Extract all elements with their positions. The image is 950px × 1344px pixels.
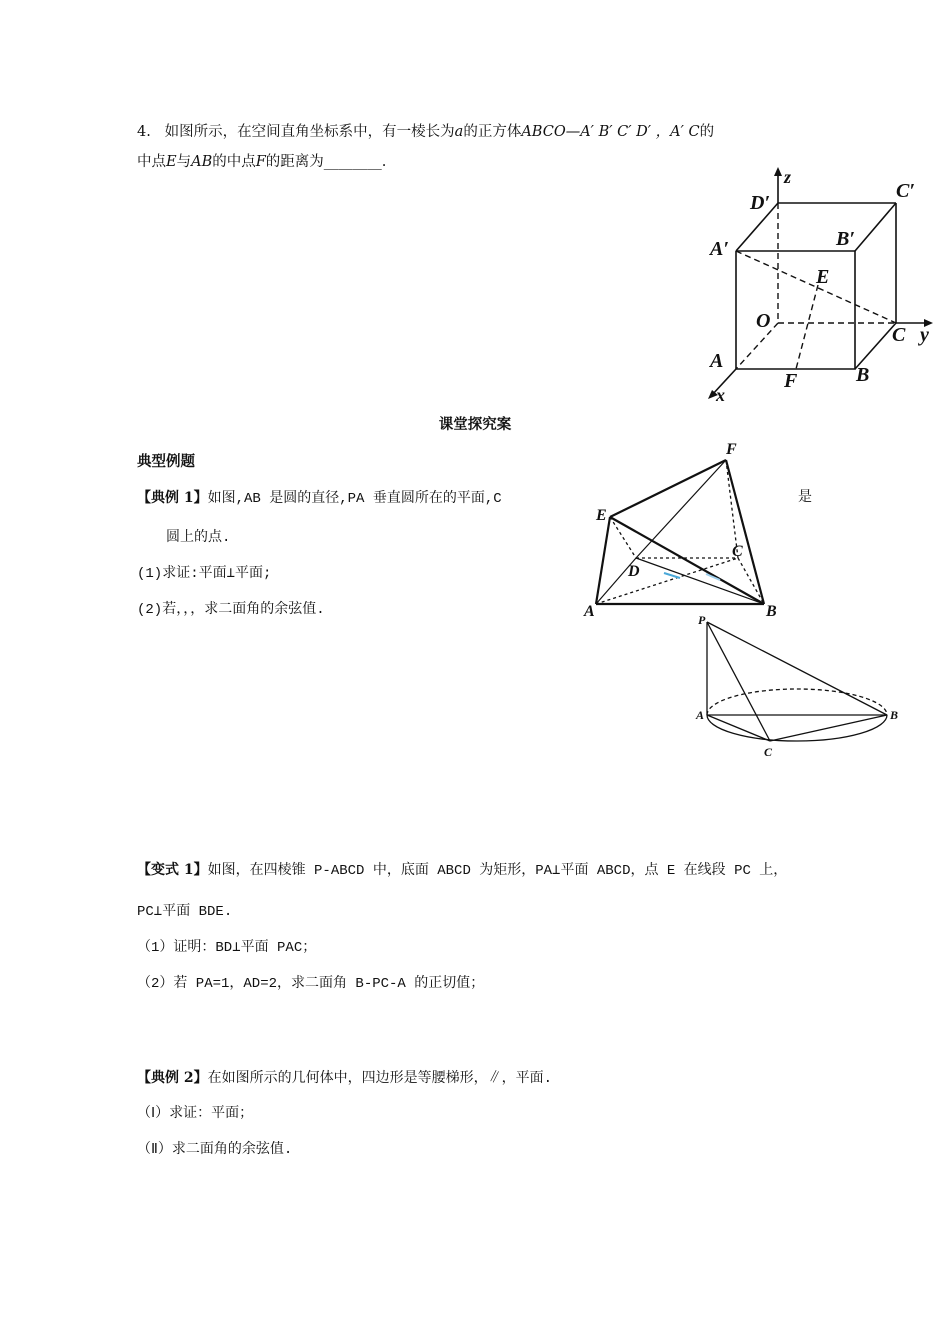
var1-line1 xyxy=(137,860,787,881)
var1-q1: （1）证明：BD⊥平面 PAC； xyxy=(137,940,317,956)
q4-var-a: a xyxy=(454,124,464,140)
edge-cb xyxy=(770,715,887,741)
ex1-q2: (2)若，，，求二面角的余弦值. xyxy=(137,602,325,618)
q4-text-part: 的正方体 xyxy=(463,124,522,140)
q4-text-part: 中点 xyxy=(137,154,166,170)
cube-front-face xyxy=(736,251,855,369)
label-z: z xyxy=(784,167,792,187)
edge-pc xyxy=(707,622,770,741)
ex2-line1 xyxy=(137,1068,552,1089)
label-e: E xyxy=(816,266,830,288)
hidden-edge-ac xyxy=(596,558,738,604)
q4-var-f: F xyxy=(255,154,266,170)
label-e: E xyxy=(596,507,607,524)
q4-number: 4. xyxy=(137,124,151,140)
q4-line2 xyxy=(137,152,386,172)
label-c: C xyxy=(732,543,743,560)
label-y: y xyxy=(920,324,929,346)
edge-db xyxy=(636,558,764,604)
var1-head: 【变式 1】 xyxy=(137,862,208,878)
ex2-text: 在如图所示的几何体中，四边形是等腰梯形，∥，平面. xyxy=(207,1071,553,1087)
edge-pb xyxy=(707,622,887,715)
circle-back-arc xyxy=(707,689,887,715)
var1-q2: （2）若 PA=1，AD=2，求二面角 B-PC-A 的正切值； xyxy=(137,976,485,992)
edge-fb xyxy=(726,460,764,604)
label-dp: D′ xyxy=(750,192,771,214)
ex1-line1 xyxy=(137,488,502,509)
label-b: B xyxy=(890,708,899,722)
z-arrow-icon xyxy=(774,167,782,176)
label-c: C xyxy=(764,745,773,759)
label-b: B xyxy=(856,364,870,386)
cube-figure xyxy=(700,165,940,405)
ex1-cont: 圆上的点. xyxy=(166,530,231,546)
label-d: D xyxy=(628,563,640,580)
label-x: x xyxy=(716,385,725,405)
label-a: A xyxy=(710,350,724,372)
label-a: A xyxy=(696,708,705,722)
label-o: O xyxy=(756,310,771,332)
q4-line1 xyxy=(137,122,714,142)
ex2-q2: （Ⅱ）求二面角的余弦值. xyxy=(137,1142,293,1158)
q4-text-part: 如图所示，在空间直角坐标系中，有一棱长为 xyxy=(164,124,455,140)
q4-var-ab: AB xyxy=(191,154,213,170)
q4-var-e: E xyxy=(166,154,177,170)
ex1-text: 如图,AB 是圆的直径,PA 垂直圆所在的平面,C xyxy=(207,491,502,507)
segment-ef xyxy=(796,285,818,369)
ex2-head: 【典例 2】 xyxy=(137,1070,208,1086)
q4-cube-name: ABCO—A′ B′ C′ D′ ，A′ C xyxy=(521,124,700,140)
ex1-head: 【典例 1】 xyxy=(137,490,208,506)
ex1-q1: (1)求证:平面⊥平面; xyxy=(137,566,272,582)
label-bp: B′ xyxy=(836,228,855,250)
q4-answer-blank: 的距离为________. xyxy=(265,154,387,170)
colored-mark xyxy=(664,573,680,578)
label-a: A xyxy=(584,603,595,620)
edge-fd xyxy=(636,460,726,558)
section-title: 课堂探究案 xyxy=(438,416,512,433)
subsection-title: 典型例题 xyxy=(137,453,195,470)
edge-ac xyxy=(707,715,770,741)
var1-text: 如图，在四棱锥 P-ABCD 中，底面 ABCD 为矩形，PA⊥平面 ABCD，点 E 在线段 PC 上， xyxy=(207,863,788,879)
q4-text-part: 的中点 xyxy=(212,154,256,170)
cube-edge xyxy=(855,203,896,251)
label-ap: A′ xyxy=(710,238,729,260)
polyhedron-figure xyxy=(580,440,790,625)
cube-edge xyxy=(855,323,896,369)
cone-figure xyxy=(690,612,920,762)
label-f: F xyxy=(784,370,798,392)
q4-text-part: 的 xyxy=(699,124,715,140)
ex1-shi: 是 xyxy=(798,490,812,506)
ex2-q1: （Ⅰ）求证：平面； xyxy=(137,1106,254,1122)
label-p: P xyxy=(698,613,706,627)
circle-front-arc xyxy=(707,715,887,741)
var1-line2: PC⊥平面 BDE. xyxy=(137,904,233,920)
label-cp: C′ xyxy=(896,180,915,202)
label-b: B xyxy=(766,603,777,620)
q4-text-part: 与 xyxy=(176,154,192,170)
label-f: F xyxy=(726,441,737,458)
edge-ef xyxy=(610,460,726,517)
label-c: C xyxy=(892,324,906,346)
